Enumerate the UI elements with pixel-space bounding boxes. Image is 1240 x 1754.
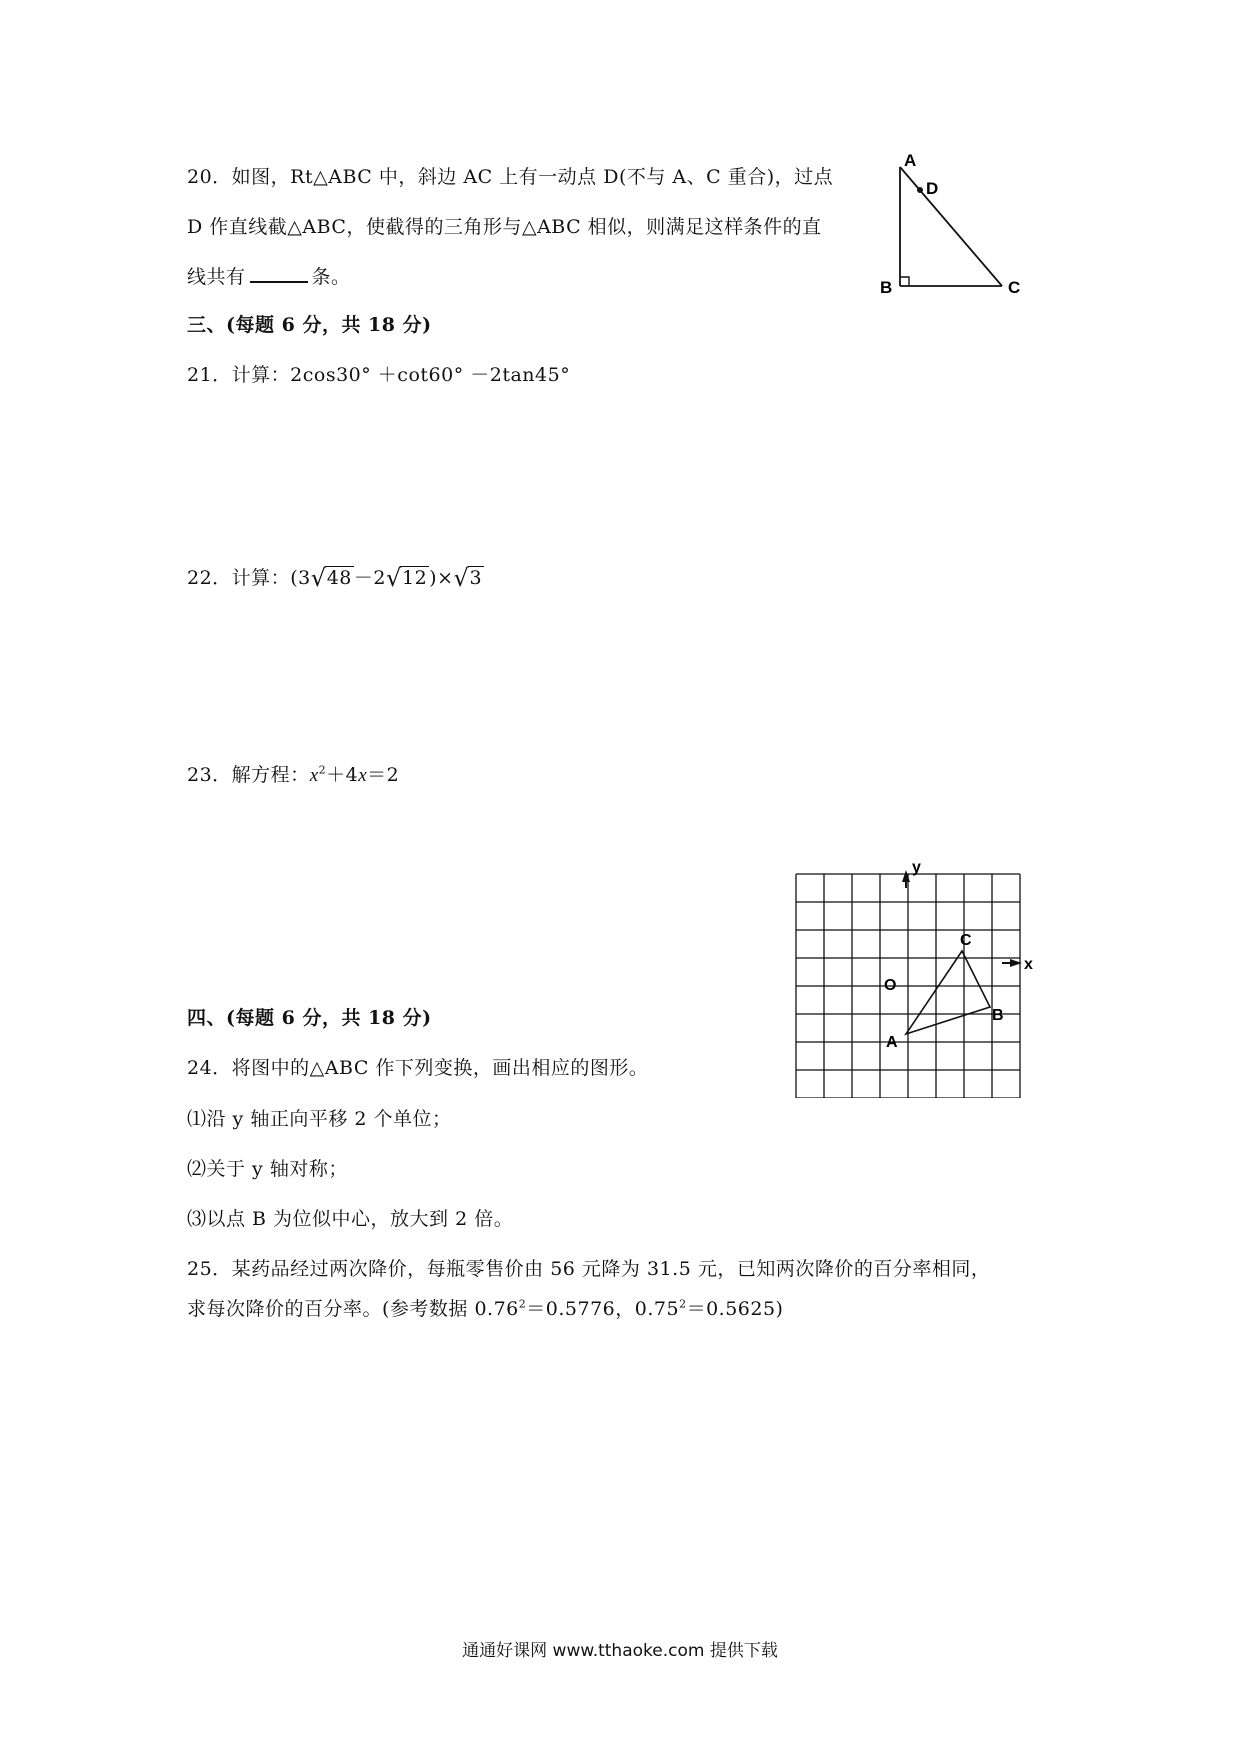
- q20-line2: D 作直线截△ABC，使截得的三角形与△ABC 相似，则满足这样条件的直: [187, 216, 822, 238]
- sqrt-12: [386, 567, 429, 589]
- label-point-c: C: [960, 932, 972, 949]
- axis-label-x: x: [1024, 956, 1033, 973]
- q23-exponent: 2: [318, 763, 327, 777]
- q23-label: 23．解方程：: [187, 764, 310, 786]
- q23-equals: ＝2: [367, 764, 400, 786]
- q21: 21．计算：2cos30° ＋cot60° －2tan45°: [187, 364, 571, 386]
- q22-minus: －2: [353, 567, 386, 589]
- q22-label: 22．计算：: [187, 567, 291, 589]
- y-axis-arrowhead: [902, 870, 910, 882]
- q24-grid-figure: [780, 848, 1060, 1098]
- q24-item-2: ⑵关于 y 轴对称；: [187, 1158, 348, 1180]
- label-d: D: [926, 179, 939, 198]
- q25-part-e: ＝0.5625): [686, 1298, 784, 1320]
- q25-part-a: 求每次降价的百分率。(参考数据 0.76: [187, 1298, 519, 1320]
- q20-triangle-figure: [870, 150, 1040, 305]
- right-angle-mark: [900, 277, 909, 286]
- q20-line1: 20．如图，Rt△ABC 中，斜边 AC 上有一动点 D(不与 A、C 重合)，过点: [187, 166, 834, 188]
- q22-open: (3: [290, 567, 311, 589]
- q20-line3: [187, 262, 351, 289]
- point-d: [917, 187, 923, 193]
- q25-exp-2: 2: [679, 1297, 687, 1311]
- q23-var2: x: [358, 765, 368, 786]
- grid-lines: [796, 874, 1020, 1098]
- q23-var: x: [309, 765, 319, 786]
- label-c: C: [1008, 278, 1021, 297]
- answer-blank: [250, 265, 308, 283]
- q25-line1: 25．某药品经过两次降价，每瓶零售价由 56 元降为 31.5 元，已知两次降价的百分率相同，: [187, 1258, 991, 1280]
- q25-exp-1: 2: [518, 1297, 527, 1311]
- section-3-heading: 三、(每题 6 分，共 18 分): [187, 314, 432, 336]
- axis-label-y: y: [912, 859, 921, 876]
- q25-part-c: ＝0.5776，0.75: [526, 1298, 680, 1320]
- radicand-3: 3: [469, 567, 483, 589]
- triangle-abc: [906, 951, 990, 1034]
- sqrt-3: [454, 567, 485, 589]
- q25-line2: [187, 1294, 783, 1321]
- label-origin: O: [884, 977, 897, 994]
- radicand-48: 48: [326, 567, 352, 589]
- q22-close: )×: [429, 567, 454, 589]
- label-a: A: [904, 151, 917, 170]
- label-point-b: B: [992, 1007, 1004, 1024]
- q24-text: 24．将图中的△ABC 作下列变换，画出相应的图形。: [187, 1057, 649, 1079]
- q22: [187, 563, 484, 590]
- q23-plus: ＋4: [326, 764, 359, 786]
- q20-line3-suffix: 条。: [311, 266, 351, 288]
- label-b: B: [880, 278, 893, 297]
- section-4-heading: 四、(每题 6 分，共 18 分): [187, 1007, 432, 1029]
- page-footer: 通通好课网 www.tthaoke.com 提供下载: [462, 1641, 778, 1661]
- sqrt-48: [311, 567, 354, 589]
- q24-item-1: ⑴沿 y 轴正向平移 2 个单位；: [187, 1108, 452, 1130]
- side-ac: [900, 167, 1002, 286]
- q24-item-3: ⑶以点 B 为位似中心，放大到 2 倍。: [187, 1208, 514, 1230]
- radicand-12: 12: [401, 567, 428, 589]
- q23: [187, 760, 399, 787]
- q20-line3-prefix: 线共有: [187, 266, 246, 288]
- label-point-a: A: [886, 1034, 898, 1051]
